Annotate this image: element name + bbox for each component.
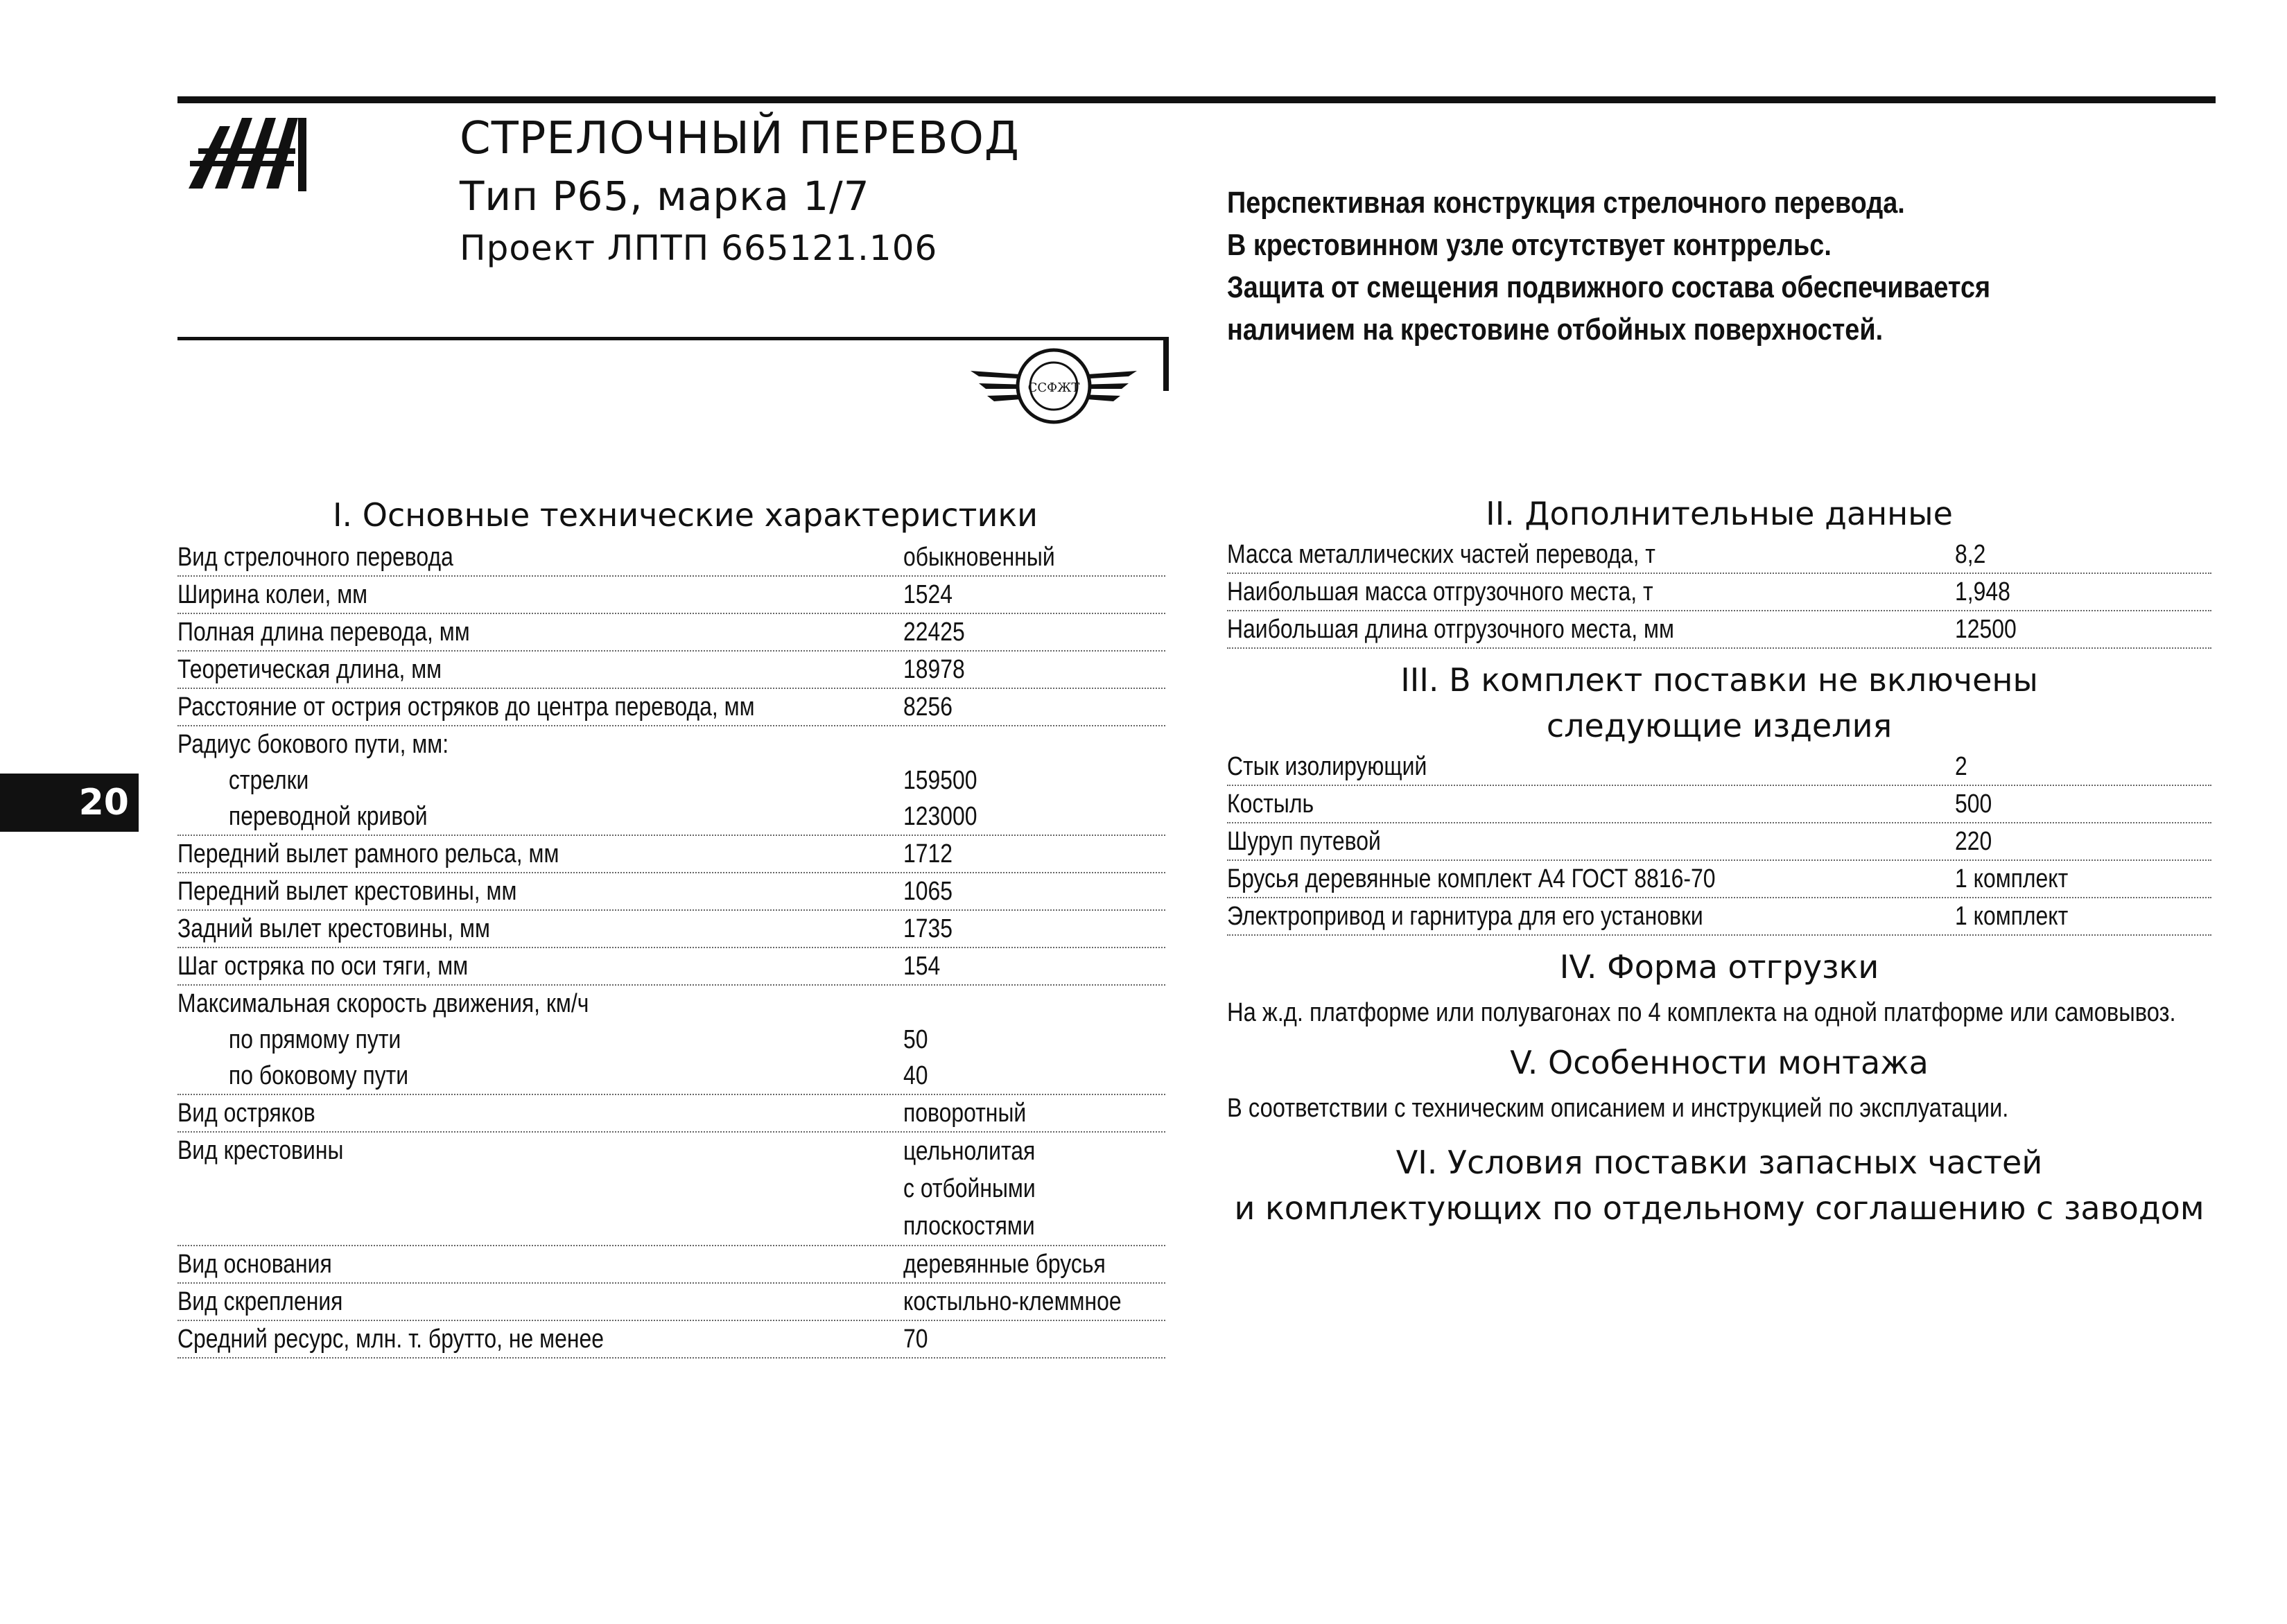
spec-label: Наибольшая длина отгрузочного места, мм: [1227, 615, 1674, 644]
section-heading-shipping: IV. Форма отгрузки: [1559, 948, 1879, 986]
spec-value: 159500: [903, 766, 977, 795]
spec-row: [1227, 898, 2211, 936]
intro-line: наличием на крестовине отбойных поверхностей.: [1227, 313, 1884, 347]
section-heading-spare-parts: VI. Условия поставки запасных частей: [1395, 1144, 2043, 1181]
spec-value: 1735: [903, 914, 953, 943]
spec-row: [177, 986, 1165, 1022]
spec-row: [1227, 574, 2211, 611]
spec-label: Теоретическая длина, мм: [177, 655, 442, 684]
spec-value-line: с отбойными: [903, 1174, 1036, 1203]
spec-label: Вид остряков: [177, 1099, 315, 1128]
spec-label: Радиус бокового пути, мм:: [177, 730, 449, 759]
spec-value: деревянные брусья: [903, 1250, 1106, 1279]
spec-row: [177, 1058, 1165, 1095]
section-heading-additional: II. Дополнительные данные: [1486, 495, 1953, 532]
right-column: [1227, 491, 2211, 1231]
spec-label: Передний вылет крестовины, мм: [177, 877, 517, 906]
intro-text: [1227, 182, 2073, 351]
spec-row: [177, 652, 1165, 689]
spec-row: [177, 726, 1165, 762]
spec-label: Наибольшая масса отгрузочного места, т: [1227, 577, 1653, 606]
spec-value: 8256: [903, 692, 953, 722]
installation-text: В соответствии с техническим описанием и инструкцией по эксплуатации.: [1227, 1094, 2009, 1123]
spec-value: 1,948: [1955, 577, 2010, 606]
section-heading-not-included: III. В комплект поставки не включены: [1400, 661, 2038, 699]
spec-label: Брусья деревянные комплект А4 ГОСТ 8816-70: [1227, 864, 1716, 893]
spec-value: 2: [1955, 752, 1967, 781]
spec-label: Вид скрепления: [177, 1287, 343, 1316]
section-heading-installation: V. Особенности монтажа: [1510, 1044, 1929, 1081]
spec-label: Вид крестовины: [177, 1136, 344, 1165]
spec-row: [177, 689, 1165, 726]
spec-row: [1227, 823, 2211, 861]
section-heading-not-included-line2: следующие изделия: [1546, 707, 1893, 744]
spec-label: переводной кривой: [228, 802, 428, 831]
spec-label: Максимальная скорость движения, км/ч: [177, 989, 589, 1018]
spec-row: [177, 1022, 1165, 1058]
spec-value: 18978: [903, 655, 965, 684]
spec-row: [1227, 861, 2211, 898]
spec-label: Вид основания: [177, 1250, 332, 1279]
spec-label: Средний ресурс, млн. т. брутто, не менее: [177, 1325, 604, 1354]
spec-row: [177, 577, 1165, 614]
spec-value: 1 комплект: [1955, 902, 2069, 931]
intro-line: Перспективная конструкция стрелочного перевода.: [1227, 186, 1905, 220]
spec-row: [1227, 536, 2211, 574]
spec-value: 40: [903, 1061, 928, 1090]
shipping-text: На ж.д. платформе или полувагонах по 4 комплекта на одной платформе или самовывоз.: [1227, 998, 2176, 1027]
top-rule: [177, 96, 2216, 103]
brand-logo: [182, 112, 310, 195]
spec-value-line: плоскостями: [903, 1212, 1035, 1241]
spec-label: Шаг остряка по оси тяги, мм: [177, 952, 469, 981]
spec-row: [177, 614, 1165, 652]
spec-row: [177, 911, 1165, 948]
spec-label: стрелки: [228, 766, 309, 795]
spec-label: Электропривод и гарнитура для его установки: [1227, 902, 1703, 931]
header-rule: [177, 337, 1168, 340]
section-heading: I. Основные технические характеристики: [332, 496, 1038, 534]
spec-label: Расстояние от острия остряков до центра перевода, мм: [177, 692, 755, 722]
spec-label: Вид стрелочного перевода: [177, 543, 453, 572]
spec-label: Масса металлических частей перевода, т: [1227, 540, 1655, 569]
spec-label: Передний вылет рамного рельса, мм: [177, 839, 559, 868]
spec-label: Ширина колеи, мм: [177, 580, 368, 609]
spec-value: 50: [903, 1025, 928, 1054]
spec-row: [1227, 786, 2211, 823]
spec-value: 8,2: [1955, 540, 1986, 569]
spec-row: [177, 539, 1165, 577]
page-subtitle-type: Тип Р65, марка 1/7: [460, 173, 870, 220]
spec-value: обыкновенный: [903, 543, 1055, 572]
spec-value-line: цельнолитая: [903, 1137, 1036, 1166]
spec-value: 1712: [903, 839, 953, 868]
spec-value: 12500: [1955, 615, 2017, 644]
spec-value: 1 комплект: [1955, 864, 2069, 893]
spec-row: [177, 798, 1165, 836]
association-logo-text: ССФЖТ: [1027, 381, 1080, 395]
spec-row: [1227, 611, 2211, 649]
spec-label: по боковому пути: [228, 1061, 409, 1090]
section-heading-spare-parts-line2: и комплектующих по отдельному соглашению с заводом: [1234, 1189, 2205, 1227]
spec-row: [177, 1246, 1165, 1284]
page-title: СТРЕЛОЧНЫЙ ПЕРЕВОД: [460, 113, 1020, 164]
spec-label: Стык изолирующий: [1227, 752, 1427, 781]
association-logo: [964, 343, 1144, 426]
spec-row: [177, 873, 1165, 911]
spec-value: [903, 1133, 1124, 1245]
spec-label: по прямому пути: [228, 1025, 401, 1054]
spec-value: 220: [1955, 827, 1992, 856]
intro-line: В крестовинном узле отсутствует контррельс.: [1227, 228, 1832, 262]
title-block: [460, 110, 1020, 272]
spec-row: [177, 948, 1165, 986]
spec-value: 22425: [903, 618, 965, 647]
header-rule-tick: [1163, 337, 1169, 391]
spec-row: [177, 1321, 1165, 1359]
spec-row: [177, 762, 1165, 798]
intro-line: Защита от смещения подвижного состава обеспечивается: [1227, 270, 1991, 304]
spec-row: [177, 836, 1165, 873]
spec-value: поворотный: [903, 1099, 1027, 1128]
spec-value: 70: [903, 1325, 928, 1354]
spec-row: [177, 1133, 1165, 1246]
spec-value: костыльно-клеммное: [903, 1287, 1122, 1316]
spec-label: Полная длина перевода, мм: [177, 618, 470, 647]
spec-row: [177, 1284, 1165, 1321]
spec-value: 123000: [903, 802, 977, 831]
spec-row: [177, 1095, 1165, 1133]
spec-value: 154: [903, 952, 941, 981]
page-subtitle-project: Проект ЛПТП 665121.106: [460, 228, 938, 268]
page-number-tab: 20: [0, 774, 139, 832]
spec-label: Костыль: [1227, 789, 1314, 819]
section-main-specs: [177, 491, 1165, 1359]
spec-value: 1065: [903, 877, 953, 906]
spec-value: 500: [1955, 789, 1992, 819]
spec-value: 1524: [903, 580, 953, 609]
spec-row: [1227, 749, 2211, 786]
spec-label: Шуруп путевой: [1227, 827, 1381, 856]
spec-label: Задний вылет крестовины, мм: [177, 914, 490, 943]
